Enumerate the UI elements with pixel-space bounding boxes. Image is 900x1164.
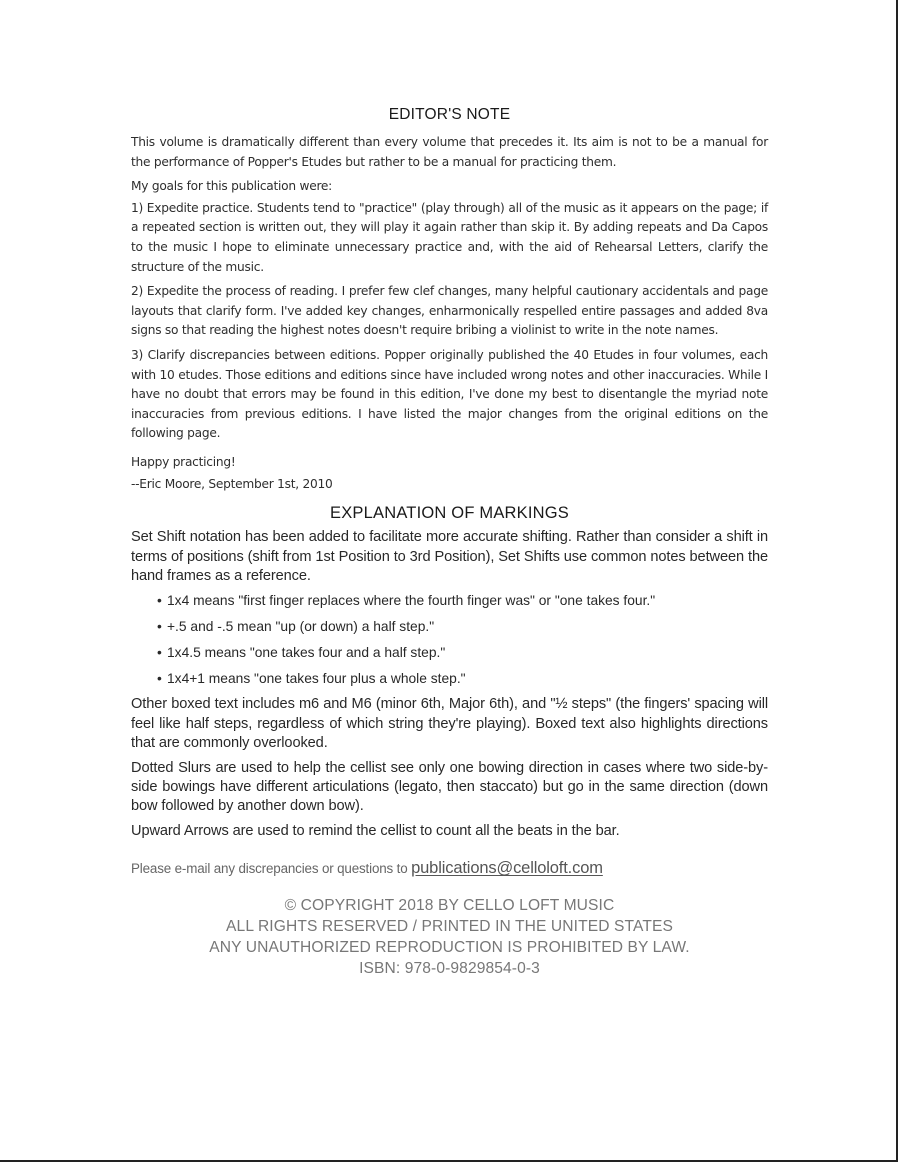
- goal-item: 2) Expedite the process of reading. I prefer few clef changes, many helpful cautionary accidentals and page layouts that clarify form. I've added key changes, enharmonically respelled entire passages and added 8va signs so that reading the highest notes doesn't require bribing a violinist to write in the note names.: [131, 284, 768, 338]
- boxed-text-paragraph: Other boxed text includes m6 and M6 (minor 6th, Major 6th), and "½ steps" (the fingers' spacing will feel like half steps, regardless of which string they're playing). Boxed text also highlights directions that are commonly overlooked.: [131, 696, 768, 752]
- editors-note-intro: This volume is dramatically different than every volume that precedes it. Its aim is not to be a manual for the performance of Popper's Etudes but rather to be a manual for practicing them.: [131, 135, 768, 169]
- list-item-text: 1x4.5 means "one takes four and a half step.": [167, 645, 446, 661]
- bullet-icon: •: [157, 671, 162, 687]
- editors-note-title: EDITOR'S NOTE: [388, 106, 511, 123]
- isbn-line: ISBN: 978-0-9829854-0-3: [359, 959, 540, 977]
- closing-line: Happy practicing!: [131, 454, 236, 469]
- reproduction-line: ANY UNAUTHORIZED REPRODUCTION IS PROHIBITED BY LAW.: [209, 938, 690, 956]
- email-link[interactable]: publications@celloloft.com: [411, 859, 603, 878]
- set-shift-list: [131, 591, 768, 688]
- markings-title: EXPLANATION OF MARKINGS: [330, 504, 569, 523]
- goal-item: 1) Expedite practice. Students tend to "practice" (play through) all of the music as it appears on the page; if a repeated section is written out, they will play it again rather than skip it. By adding repeats and Da Capos to the music I hope to eliminate unnecessary practice and, with the aid of Rehearsal Letters, clarify the structure of the music.: [131, 200, 768, 274]
- list-item-text: +.5 and -.5 mean "up (or down) a half step.": [167, 619, 435, 635]
- list-item-text: 1x4+1 means "one takes four plus a whole step.": [167, 671, 466, 687]
- list-item: [157, 617, 768, 636]
- contact-text: Please e-mail any discrepancies or questions to: [131, 861, 408, 877]
- goal-item: 3) Clarify discrepancies between editions. Popper originally published the 40 Etudes in four volumes, each with 10 etudes. Those editions and editions since have included wrong notes and other inaccuracies. While I have no doubt that errors may be found in this edition, I've done my best to disentangle the myriad note inaccuracies from previous editions. I have listed the major changes from the original editions on the following page.: [131, 347, 768, 441]
- copyright-block: [131, 896, 768, 979]
- copyright-line: © COPYRIGHT 2018 BY CELLO LOFT MUSIC: [284, 897, 615, 915]
- editors-note-section: [131, 104, 768, 494]
- bullet-icon: •: [157, 619, 162, 635]
- goals-lead: My goals for this publication were:: [131, 179, 333, 194]
- upward-arrows-paragraph: Upward Arrows are used to remind the cellist to count all the beats in the bar.: [131, 822, 620, 839]
- dotted-slurs-paragraph: Dotted Slurs are used to help the cellist see only one bowing direction in cases where two side-by-side bowings have different articulations (legato, then staccato) but go in the same direction (down bow followed by another down bow).: [131, 759, 768, 815]
- markings-intro: Set Shift notation has been added to facilitate more accurate shifting. Rather than consider a shift in terms of positions (shift from 1st Position to 3rd Position), Set Shifts use common notes between the hand frames as a reference.: [131, 529, 768, 584]
- contact-line: [131, 859, 768, 878]
- list-item: [157, 669, 768, 688]
- bullet-icon: •: [157, 593, 162, 609]
- list-item-text: 1x4 means "first finger replaces where the fourth finger was" or "one takes four.": [167, 593, 656, 609]
- signature: --Eric Moore, September 1st, 2010: [131, 476, 333, 491]
- markings-section: [131, 502, 768, 841]
- page-content: [131, 104, 768, 979]
- rights-line: ALL RIGHTS RESERVED / PRINTED IN THE UNITED STATES: [226, 917, 673, 935]
- list-item: [157, 643, 768, 662]
- list-item: [157, 591, 768, 610]
- bullet-icon: •: [157, 645, 162, 661]
